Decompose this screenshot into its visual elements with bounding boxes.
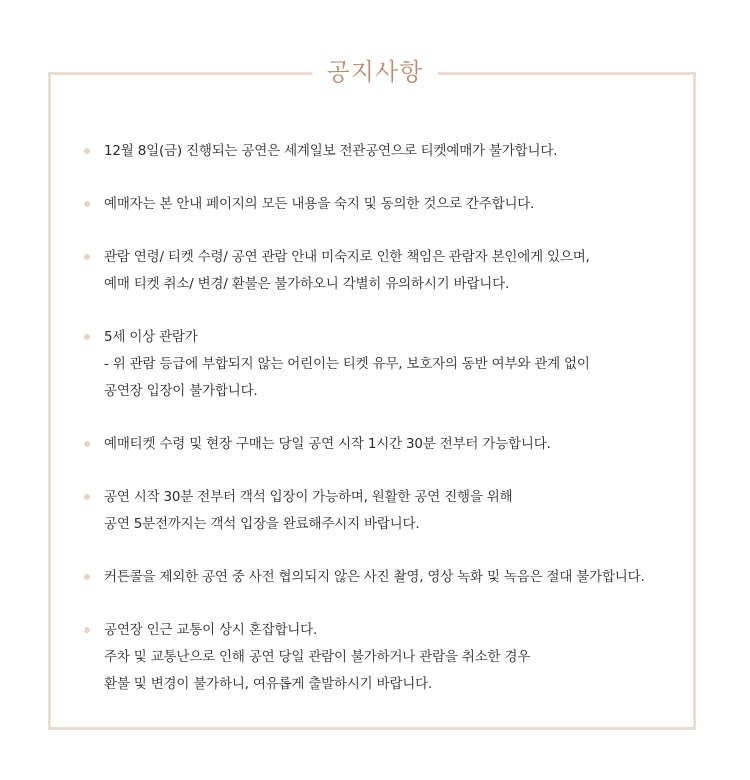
notice-text-line: 예매자는 본 안내 페이지의 모든 내용을 숙지 및 동의한 것으로 간주합니다.: [104, 196, 535, 212]
notice-list: [84, 138, 684, 724]
notice-text-line: 공연장 인근 교통이 상시 혼잡합니다.: [104, 622, 318, 638]
notice-text-line: 5세 이상 관람가: [104, 329, 198, 345]
notice-item: [84, 617, 684, 698]
bullet-dot-icon: [84, 201, 90, 207]
bullet-dot-icon: [84, 627, 90, 633]
notice-text-line: - 위 관람 등급에 부합되지 않는 어린이는 티켓 유무, 보호자의 동반 여부와 관계 없이: [104, 356, 590, 372]
bullet-dot-icon: [84, 254, 90, 260]
notice-text-line: 관람 연령/ 티켓 수령/ 공연 관람 안내 미숙지로 인한 책임은 관람자 본인에게 있으며,: [104, 249, 590, 265]
notice-item: [84, 324, 684, 405]
bullet-dot-icon: [84, 494, 90, 500]
notice-title: 공지사항: [313, 52, 438, 92]
notice-item: [84, 138, 684, 165]
bullet-dot-icon: [84, 441, 90, 447]
notice-item: [84, 431, 684, 458]
bullet-dot-icon: [84, 574, 90, 580]
notice-item: [84, 191, 684, 218]
notice-text-line: 12월 8일(금) 진행되는 공연은 세계일보 전관공연으로 티켓예매가 불가합니다.: [104, 143, 558, 159]
notice-item: [84, 484, 684, 538]
notice-item: [84, 244, 684, 298]
bullet-dot-icon: [84, 334, 90, 340]
notice-text-line: 환불 및 변경이 불가하니, 여유롭게 출발하시기 바랍니다.: [104, 676, 433, 692]
bullet-dot-icon: [84, 148, 90, 154]
notice-text-line: 예매 티켓 취소/ 변경/ 환불은 불가하오니 각별히 유의하시기 바랍니다.: [104, 276, 510, 292]
notice-text-line: 공연장 입장이 불가합니다.: [104, 383, 258, 399]
notice-text-line: 예매티켓 수령 및 현장 구매는 당일 공연 시작 1시간 30분 전부터 가능합니다.: [104, 436, 551, 452]
notice-text-line: 커튼콜을 제외한 공연 중 사전 협의되지 않은 사진 촬영, 영상 녹화 및 녹음은 절대 불가합니다.: [104, 569, 645, 585]
notice-item: [84, 564, 684, 591]
notice-text-line: 주차 및 교통난으로 인해 공연 당일 관람이 불가하거나 관람을 취소한 경우: [104, 649, 531, 665]
notice-text-line: 공연 5분전까지는 객석 입장을 완료해주시지 바랍니다.: [104, 516, 420, 532]
notice-text-line: 공연 시작 30분 전부터 객석 입장이 가능하며, 원활한 공연 진행을 위해: [104, 489, 513, 505]
